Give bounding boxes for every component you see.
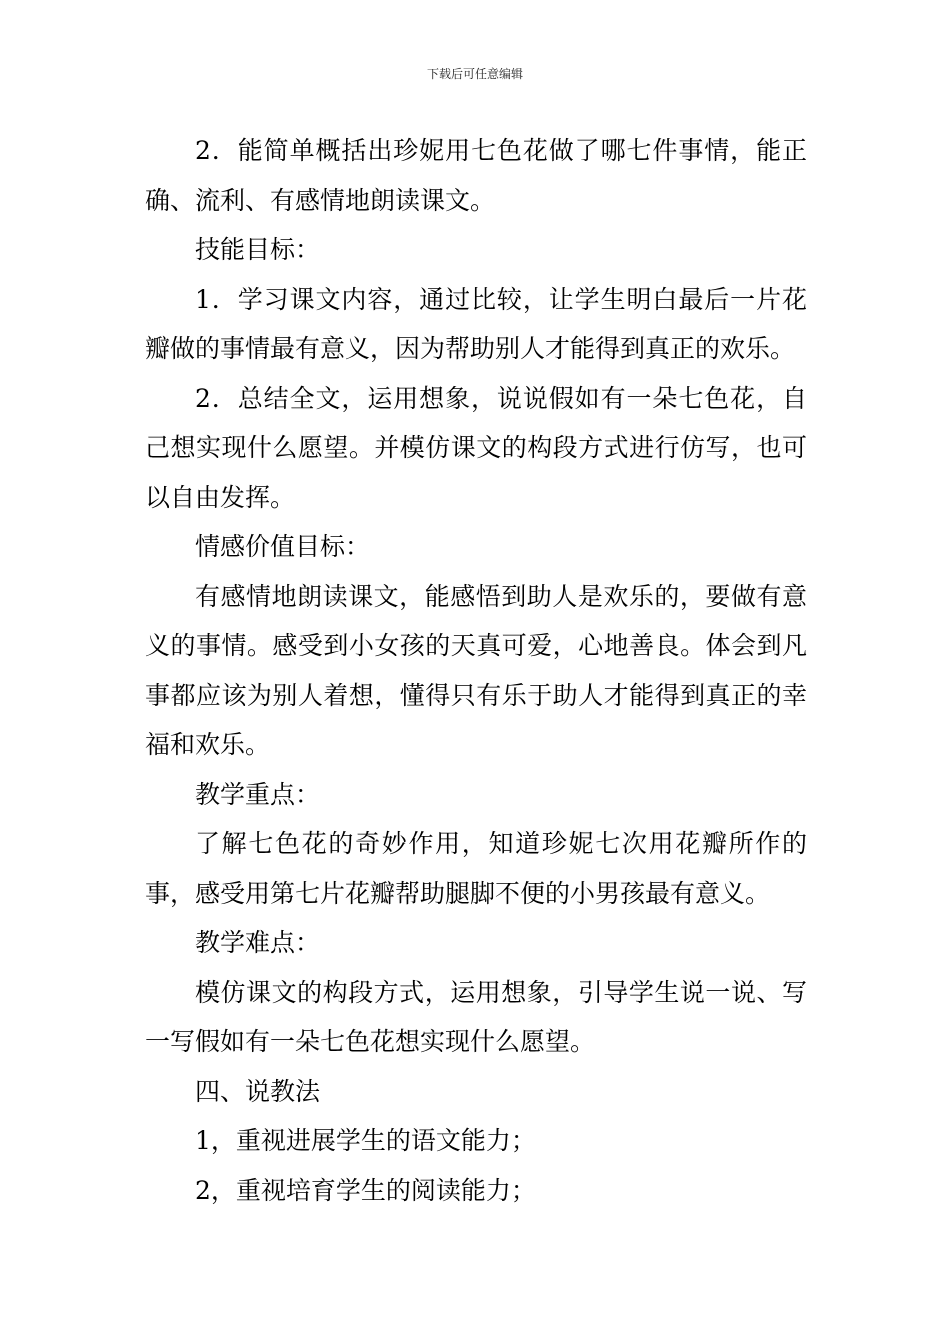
heading-teaching-focus: 教学重点： (195, 779, 321, 809)
paragraph-teaching-focus: 了解七色花的奇妙作用，知道珍妮七次用花瓣所作的事，感受用第七片花瓣帮助腿脚不便的小男孩最有意义。 (145, 829, 807, 908)
heading-skill-goals: 技能目标： (195, 235, 321, 264)
paragraph-objective-2: 2．能简单概括出珍妮用七色花做了哪七件事情，能正确、流利、有感情地朗读课文。 (145, 136, 807, 215)
heading-teaching-methods: 四、说教法 (195, 1076, 321, 1106)
paragraph-teaching-difficulty: 模仿课文的构段方式，运用想象，引导学生说一说、写一写假如有一朵七色花想实现什么愿望。 (145, 977, 807, 1056)
paragraph-method-2: 2，重视培育学生的阅读能力； (195, 1175, 536, 1205)
heading-teaching-difficulty: 教学难点： (195, 928, 321, 957)
heading-emotional-goals: 情感价值目标： (195, 532, 371, 561)
paragraph-skill-2: 2．总结全文，运用想象，说说假如有一朵七色花，自己想实现什么愿望。并模仿课文的构段方式进行仿写，也可以自由发挥。 (145, 383, 807, 512)
paragraph-method-1: 1，重视进展学生的语文能力； (195, 1126, 536, 1155)
document-body (145, 126, 807, 1215)
paragraph-emotional: 有感情地朗读课文，能感悟到助人是欢乐的，要做有意义的事情。感受到小女孩的天真可爱，心地善良。体会到凡事都应该为别人着想，懂得只有乐于助人才能得到真正的幸福和欢乐。 (145, 581, 807, 759)
paragraph-skill-1: 1．学习课文内容，通过比较，让学生明白最后一片花瓣做的事情最有意义，因为帮助别人才能得到真正的欢乐。 (145, 284, 807, 363)
page-header-note: 下载后可任意编辑 (426, 67, 523, 81)
